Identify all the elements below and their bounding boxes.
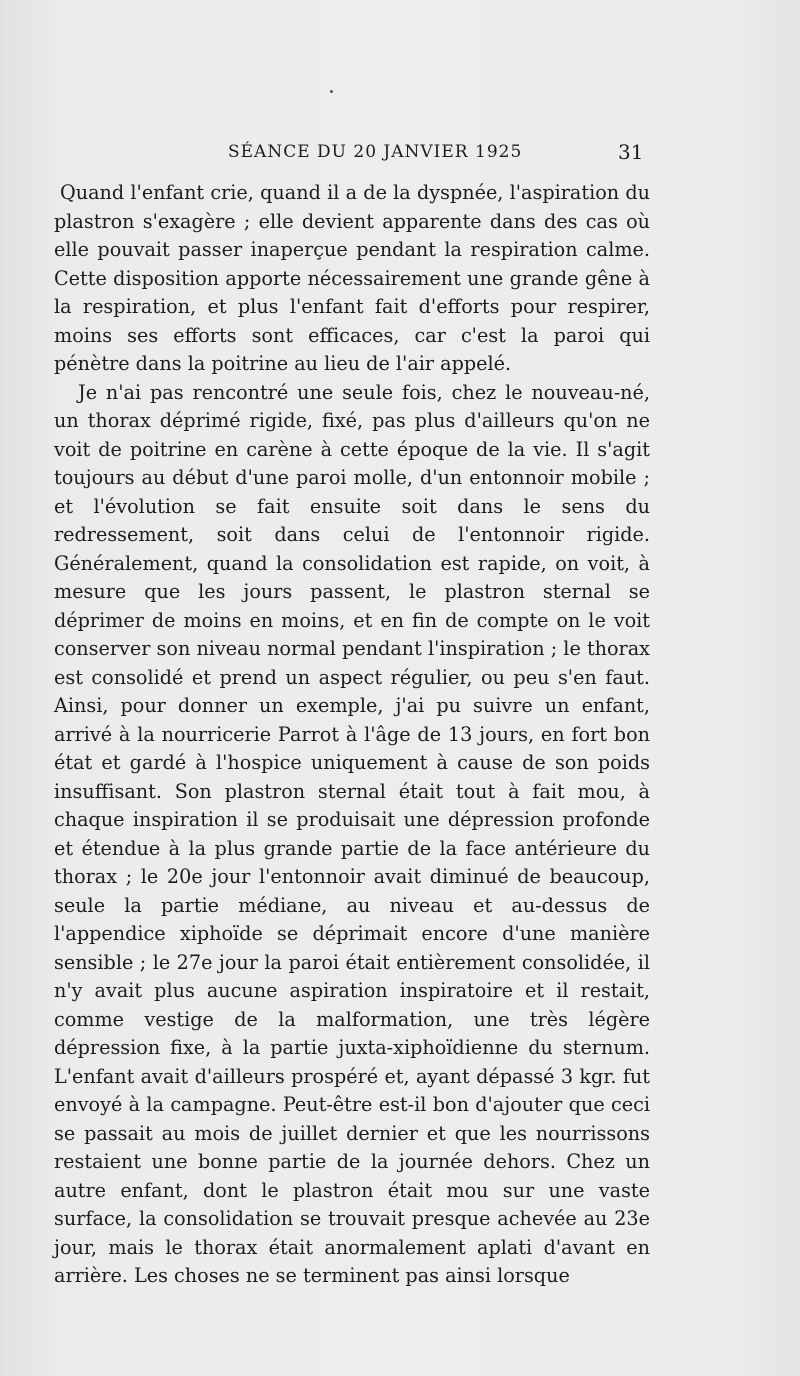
running-head: SÉANCE DU 20 JANVIER 1925 <box>228 142 523 162</box>
paragraph: Je n'ai pas rencontré une seule fois, chez le nouveau-né, un thorax déprimé rigide, fixé, pas plus d'ailleurs qu'on ne voit de poitrine en carène à cette époque de la vie. Il s'agit toujours au début d'une paroi molle, d'un entonnoir mobile ; et l'évolution se fait ensuite soit dans le sens du redressement, soit dans celui de l'entonnoir rigide. Généralement, quand la consolidation est rapide, on voit, à mesure que les jours passent, le plastron sternal se déprimer de moins en moins, et en fin de compte on le voit conserver son niveau normal pendant l'inspiration ; le thorax est consolidé et prend un aspect régulier, ou peu s'en faut. Ainsi, pour donner un exemple, j'ai pu suivre un enfant, arrivé à la nourricerie Parrot à l'âge de 13 jours, en fort bon état et gardé à l'hospice uniquement à cause de son poids insuffisant. Son plastron sternal était tout à fait mou, à chaque inspiration il se produisait une dépression profonde et étendue à la plus grande partie de la face antérieure du thorax ; le 20e jour l'entonnoir avait diminué de beaucoup, seule la partie médiane, au niveau et au-dessus de l'appendice xiphoïde se déprimait encore d'une manière sensible ; le 27e jour la paroi était entièrement consolidée, il n'y avait plus aucune aspiration inspiratoire et il restait, comme vestige de la malformation, une très légère dépression fixe, à la partie juxta-xiphoïdienne du sternum. L'enfant avait d'ailleurs prospéré et, ayant dépassé 3 kgr. fut envoyé à la campagne. Peut-être est-il bon d'ajouter que ceci se passait au mois de juillet dernier et que les nourrissons restaient une bonne partie de la journée dehors. Chez un autre enfant, dont le plastron était mou sur une vaste surface, la consolidation se trouvait presque achevée au 23e jour, mais le thorax était anormalement aplati d'avant en arrière. Les choses ne se terminent pas ainsi lorsque <box>54 380 650 1287</box>
paragraph: Quand l'enfant crie, quand il a de la dyspnée, l'aspiration du plastron s'exagère ; elle devient apparente dans des cas où elle pouvait passer inaperçue pendant la respiration calme. Cette disposition apporte nécessairement une grande gêne à la respiration, et plus l'enfant fait d'efforts pour respirer, moins ses efforts sont efficaces, car c'est la paroi qui pénètre dans la poitrine au lieu de l'air appelé. <box>54 181 650 375</box>
page-header <box>0 140 800 170</box>
page-number: 31 <box>618 140 644 164</box>
body-text <box>54 179 650 1291</box>
page-speck <box>330 90 333 93</box>
